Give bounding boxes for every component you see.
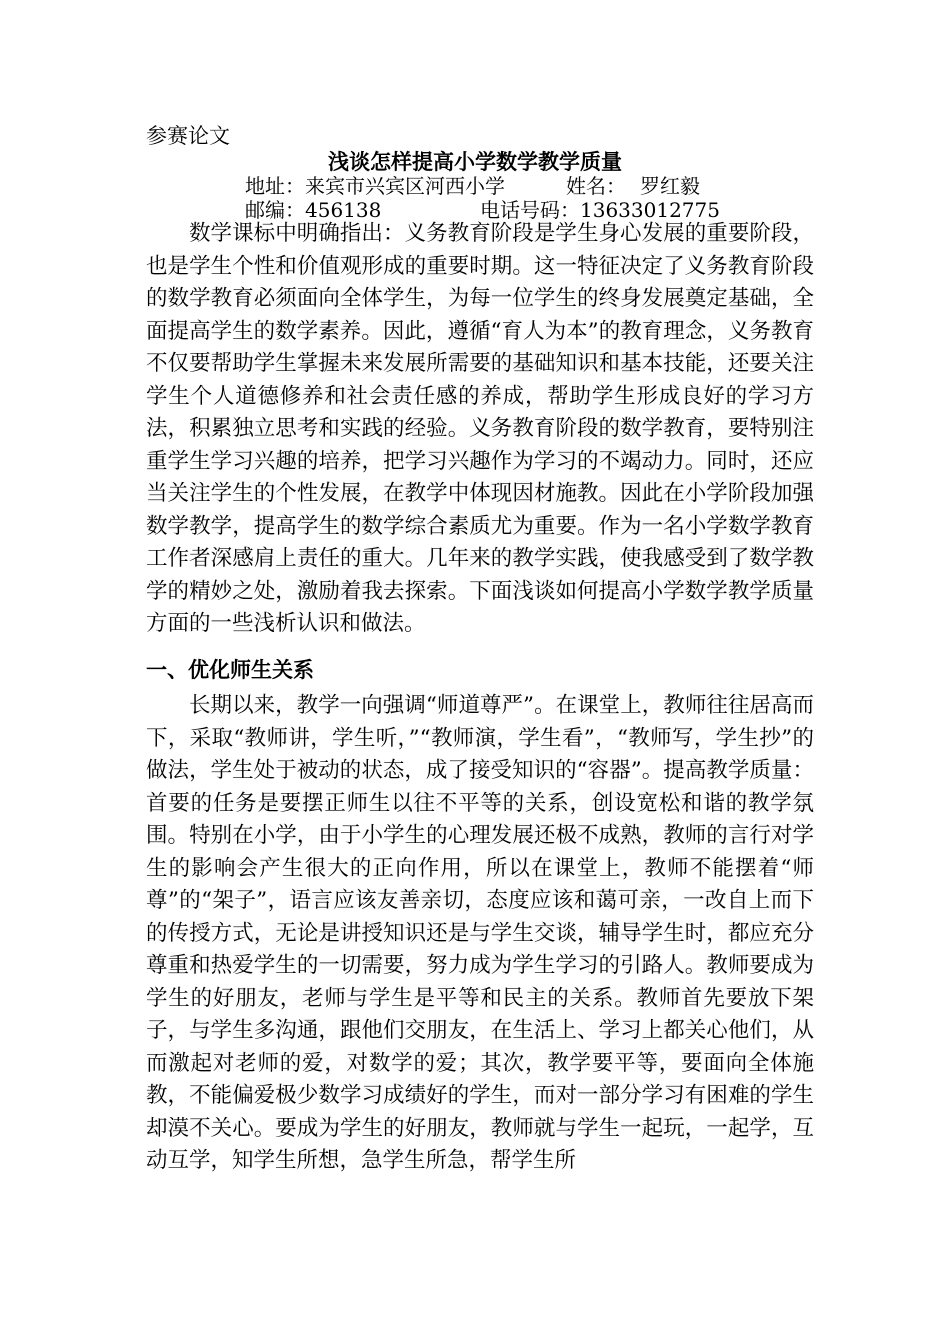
address-value: 来宾市兴宾区河西小学 <box>305 174 505 198</box>
address-line <box>245 174 505 198</box>
phone-value: 13633012775 <box>580 198 720 222</box>
section-paragraph: 长期以来，教学一向强调“师道尊严”。在课堂上，教师往往居高而下，采取“教师讲，学生听，”“教师演，学生看”，“教师写，学生抄”的做法，学生处于被动的状态，成了接受知识的“容器”。提高教学质量：首要的任务是要摆正师生以往不平等的关系，创设宽松和谐的教学氛围。特别在小学，由于小学生的心理发展还极不成熟，教师的言行对学生的影响会产生很大的正向作用，所以在课堂上，教师不能摆着“师尊”的“架子”，语言应该友善亲切，态度应该和蔼可亲，一改自上而下的传授方式，无论是讲授知识还是与学生交谈，辅导学生时，都应充分尊重和热爱学生的一切需要，努力成为学生学习的引路人。教师要成为学生的好朋友，老师与学生是平等和民主的关系。教师首先要放下架子，与学生多沟通，跟他们交朋友，在生活上、学习上都关心他们，从而激起对老师的爱，对数学的爱；其次，教学要平等，要面向全体施教，不能偏爱极少数学习成绩好的学生，而对一部分学习有困难的学生却漠不关心。要成为学生的好朋友，教师就与学生一起玩，一起学，互动互学，知学生所想，急学生所急，帮学生所 <box>146 693 814 1173</box>
name-label: 姓名： <box>566 174 626 198</box>
intro-paragraph: 数学课标中明确指出：义务教育阶段是学生身心发展的重要阶段，也是学生个性和价值观形成的重要时期。这一特征决定了义务教育阶段的数学教育必须面向全体学生，为每一位学生的终身发展奠定基础，全面提高学生的数学素养。因此，遵循“育人为本”的教育理念，义务教育不仅要帮助学生掌握未来发展所需要的基础知识和基本技能，还要关注学生个人道德修养和社会责任感的养成，帮助学生形成良好的学习方法，积累独立思考和实践的经验。义务教育阶段的数学教育，要特别注重学生学习兴趣的培养，把学习兴趣作为学习的不竭动力。同时，还应当关注学生的个性发展，在教学中体现因材施教。因此在小学阶段加强数学教学，提高学生的数学综合素质尤为重要。作为一名小学数学教育工作者深感肩上责任的重大。几年来的教学实践，使我感受到了数学教学的精妙之处，激励着我去探索。下面浅谈如何提高小学数学教学质量方面的一些浅析认识和做法。 <box>146 221 814 636</box>
phone-label: 电话号码： <box>480 198 580 222</box>
section-heading: 一、优化师生关系 <box>146 658 314 682</box>
postcode-label: 邮编： <box>245 198 305 222</box>
postcode-value: 456138 <box>305 198 382 222</box>
address-label: 地址： <box>245 174 305 198</box>
document-title: 浅谈怎样提高小学数学教学质量 <box>328 149 622 174</box>
document-label: 参赛论文 <box>146 124 230 148</box>
name-line <box>566 174 700 198</box>
name-value: 罗红毅 <box>640 174 700 198</box>
